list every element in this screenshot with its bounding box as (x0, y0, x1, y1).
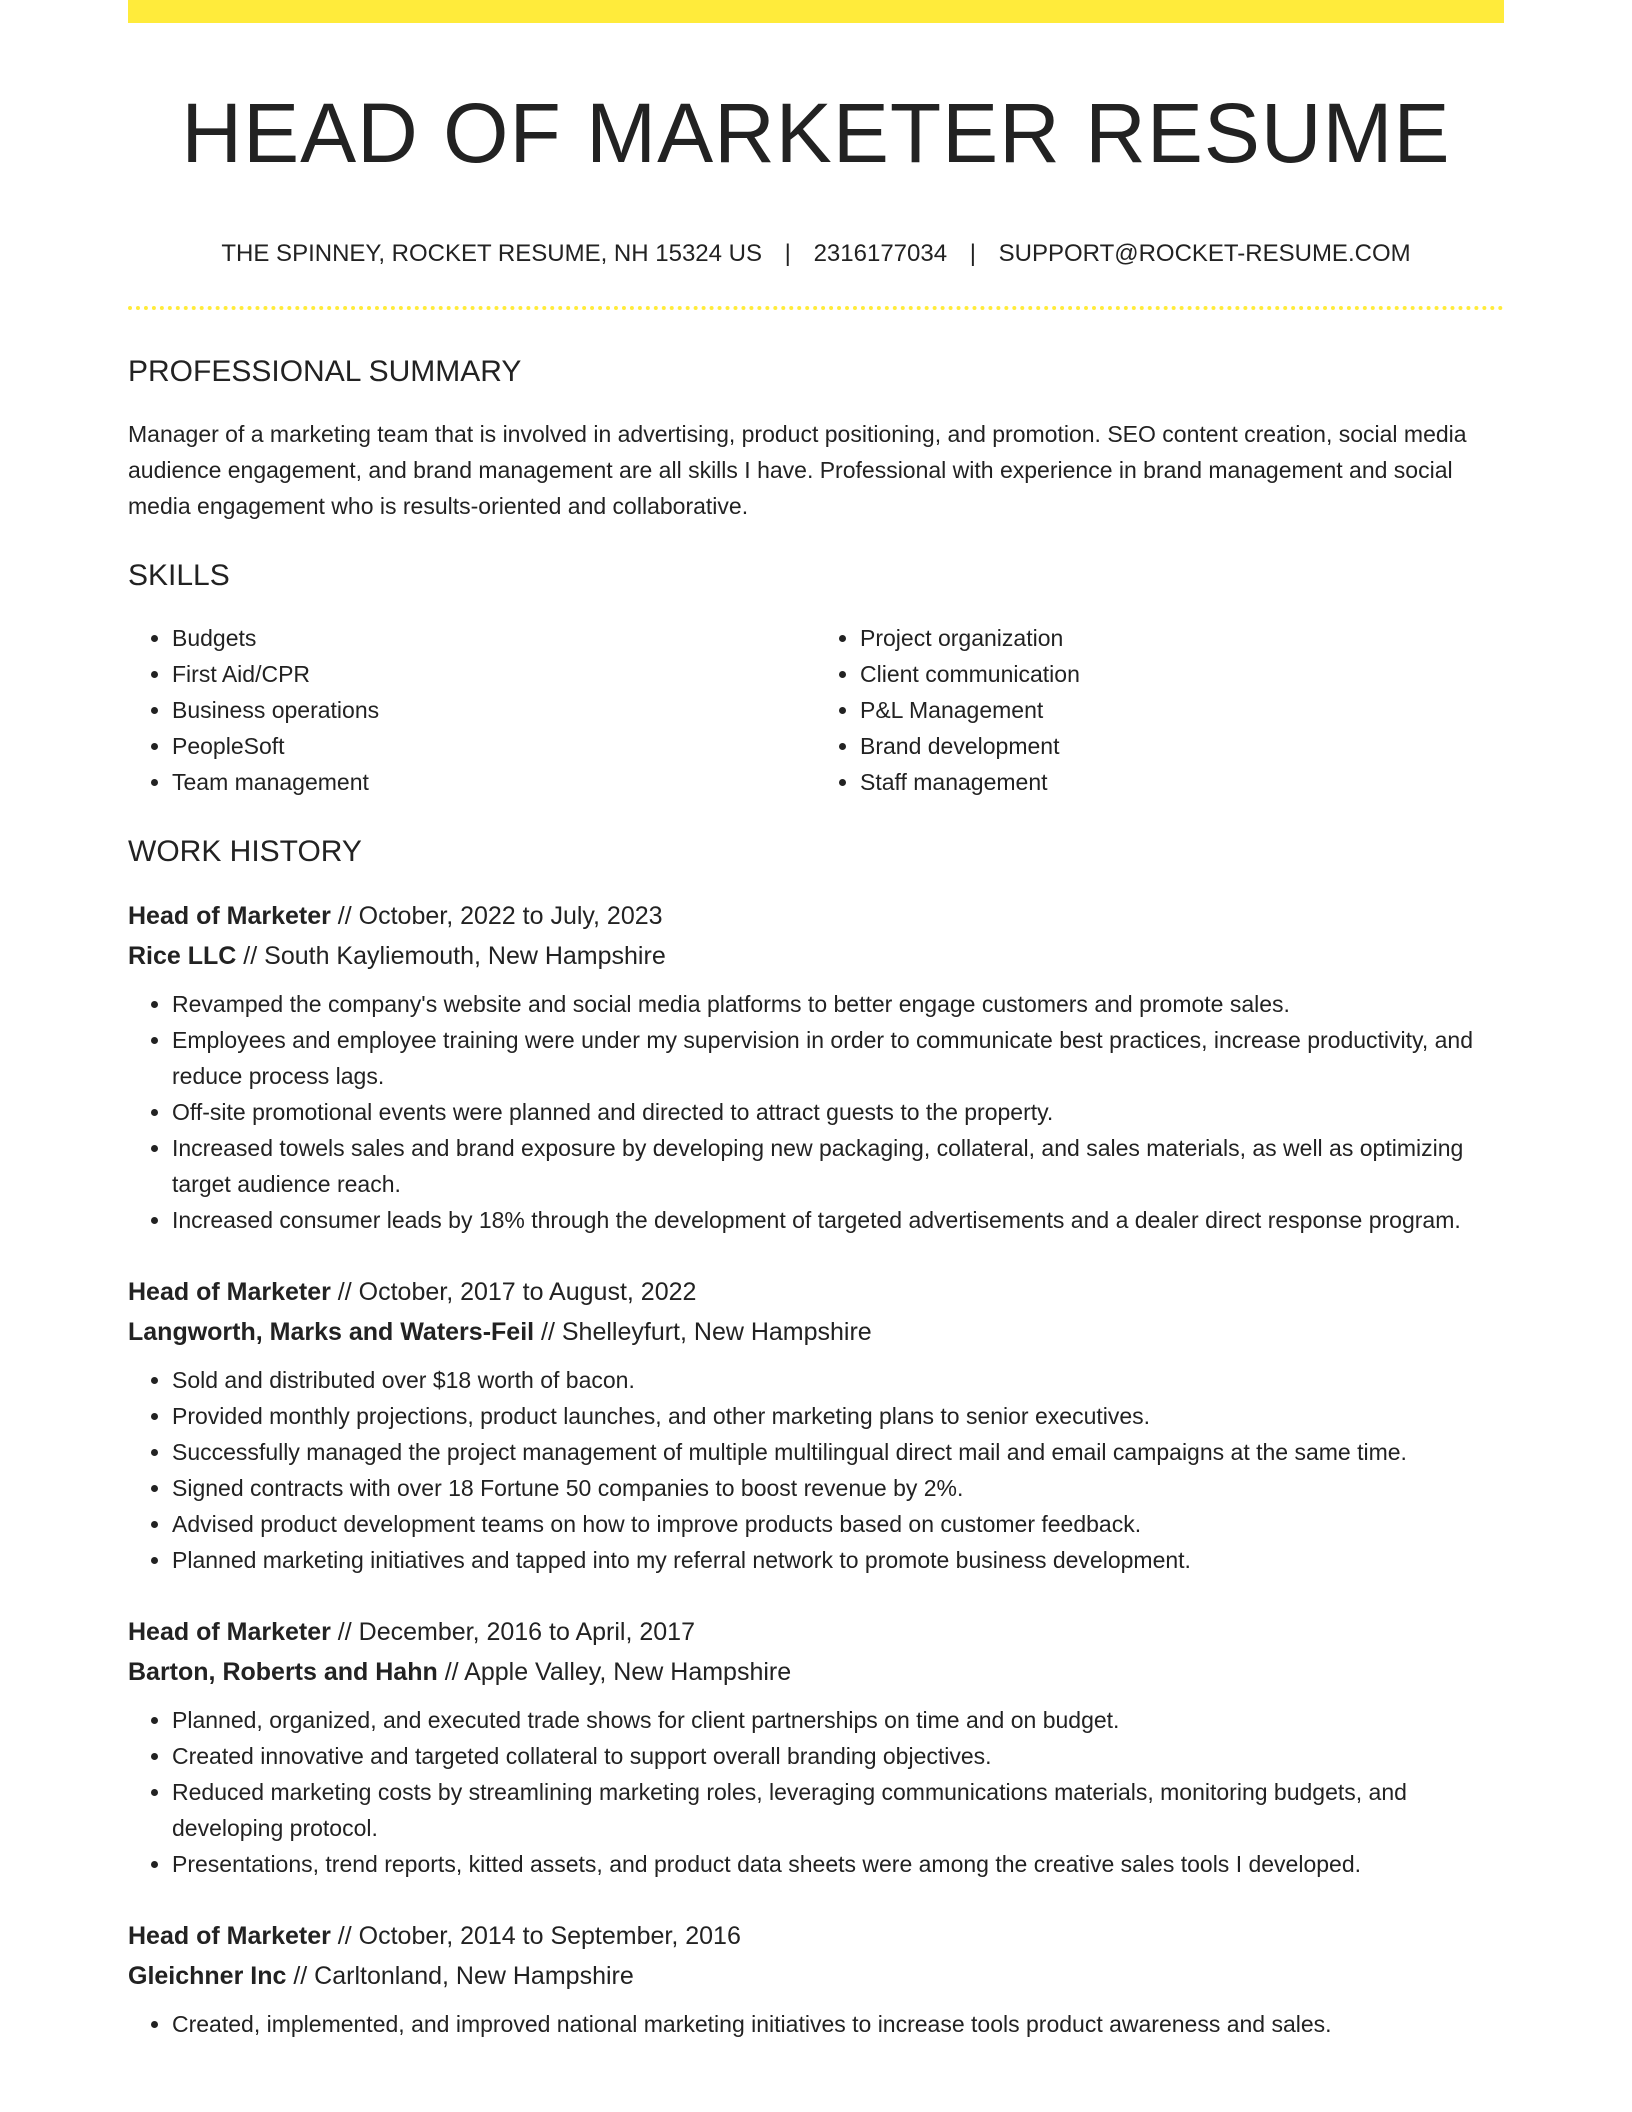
job-title: Head of Marketer (128, 902, 331, 931)
job-bullet: • Planned marketing initiatives and tapped into my referral network to promote business development. (172, 1542, 1504, 1578)
job-dates: // October, 2014 to September, 2016 (330, 1922, 741, 1951)
skills-column-left (128, 620, 816, 800)
job-location: // Carltonland, New Hampshire (286, 1962, 634, 1991)
skill-item: • Business operations (172, 692, 816, 728)
skill-item: • Budgets (172, 620, 816, 656)
job-location: // Apple Valley, New Hampshire (437, 1658, 792, 1687)
skill-item: • Client communication (860, 656, 1504, 692)
dotted-divider (128, 306, 1504, 310)
summary-heading: PROFESSIONAL SUMMARY (128, 355, 522, 389)
job-bullet: • Increased consumer leads by 18% through the development of targeted advertisements and a dealer direct response program. (172, 1202, 1504, 1238)
job-title: Head of Marketer (128, 1618, 331, 1647)
job-bullets (128, 986, 1504, 1238)
job-title-line (128, 1612, 1504, 1652)
skill-item: • Brand development (860, 728, 1504, 764)
job-entry (128, 1272, 1504, 1578)
job-company-line (128, 1956, 1504, 1996)
contact-separator: | (969, 239, 976, 267)
job-location: // South Kayliemouth, New Hampshire (236, 942, 666, 971)
job-bullet: • Increased towels sales and brand exposure by developing new packaging, collateral, and sales materials, as well as optimizing target audience reach. (172, 1130, 1504, 1202)
job-bullet: • Off-site promotional events were planned and directed to attract guests to the property. (172, 1094, 1504, 1130)
accent-top-bar (128, 0, 1504, 23)
resume-page (128, 0, 1504, 2042)
summary-text: Manager of a marketing team that is involved in advertising, product positioning, and promotion. SEO content creation, social media audience engagement, and brand management are all skills I have. Professional with experience in brand management and social media engagement who is results-oriented and collaborative. (128, 421, 1467, 520)
job-dates: // October, 2017 to August, 2022 (330, 1278, 697, 1307)
job-dates: // December, 2016 to April, 2017 (330, 1618, 695, 1647)
contact-line (128, 240, 1504, 269)
job-title: Head of Marketer (128, 1922, 331, 1951)
skill-item: • P&L Management (860, 692, 1504, 728)
skill-item: • Staff management (860, 764, 1504, 800)
job-entry (128, 1916, 1504, 2042)
skills-column-right (816, 620, 1504, 800)
job-entry (128, 1612, 1504, 1882)
job-bullet: • Reduced marketing costs by streamlining marketing roles, leveraging communications materials, monitoring budgets, and developing protocol. (172, 1774, 1504, 1846)
job-company-line (128, 1652, 1504, 1692)
job-bullet: • Presentations, trend reports, kitted assets, and product data sheets were among the creative sales tools I developed. (172, 1846, 1504, 1882)
job-bullet: • Revamped the company's website and social media platforms to better engage customers and promote sales. (172, 986, 1504, 1022)
job-company-line (128, 936, 1504, 976)
contact-address: THE SPINNEY, ROCKET RESUME, NH 15324 US (221, 239, 762, 267)
job-bullet: • Created innovative and targeted collateral to support overall branding objectives. (172, 1738, 1504, 1774)
skills-heading: SKILLS (128, 559, 230, 593)
job-bullet: • Created, implemented, and improved national marketing initiatives to increase tools product awareness and sales. (172, 2006, 1504, 2042)
skill-item: • Team management (172, 764, 816, 800)
job-location: // Shelleyfurt, New Hampshire (534, 1318, 872, 1347)
job-entry (128, 896, 1504, 1238)
job-bullets (128, 1362, 1504, 1578)
job-bullets (128, 1702, 1504, 1882)
job-title-line (128, 1272, 1504, 1312)
job-title-line (128, 896, 1504, 936)
job-bullet: • Signed contracts with over 18 Fortune 50 companies to boost revenue by 2%. (172, 1470, 1504, 1506)
job-company: Rice LLC (128, 942, 237, 971)
job-bullet: • Provided monthly projections, product launches, and other marketing plans to senior executives. (172, 1398, 1504, 1434)
job-bullet: • Advised product development teams on how to improve products based on customer feedback. (172, 1506, 1504, 1542)
job-company: Barton, Roberts and Hahn (128, 1658, 438, 1687)
job-company-line (128, 1312, 1504, 1352)
resume-title: HEAD OF MARKETER RESUME (181, 86, 1451, 180)
contact-phone: 2316177034 (813, 239, 948, 267)
job-company: Langworth, Marks and Waters-Feil (128, 1318, 535, 1347)
contact-separator: | (784, 239, 791, 267)
skill-item: • First Aid/CPR (172, 656, 816, 692)
skills-list (128, 620, 1504, 800)
job-bullet: • Successfully managed the project management of multiple multilingual direct mail and email campaigns at the same time. (172, 1434, 1504, 1470)
contact-email: SUPPORT@ROCKET-RESUME.COM (998, 239, 1411, 267)
job-company: Gleichner Inc (128, 1962, 287, 1991)
skill-item: • PeopleSoft (172, 728, 816, 764)
work-history-heading: WORK HISTORY (128, 835, 362, 869)
job-dates: // October, 2022 to July, 2023 (330, 902, 663, 931)
skill-item: • Project organization (860, 620, 1504, 656)
job-bullet: • Employees and employee training were under my supervision in order to communicate best practices, increase productivity, and reduce process lags. (172, 1022, 1504, 1094)
job-title: Head of Marketer (128, 1278, 331, 1307)
job-bullets (128, 2006, 1504, 2042)
job-bullet: • Planned, organized, and executed trade shows for client partnerships on time and on budget. (172, 1702, 1504, 1738)
job-title-line (128, 1916, 1504, 1956)
job-bullet: • Sold and distributed over $18 worth of bacon. (172, 1362, 1504, 1398)
